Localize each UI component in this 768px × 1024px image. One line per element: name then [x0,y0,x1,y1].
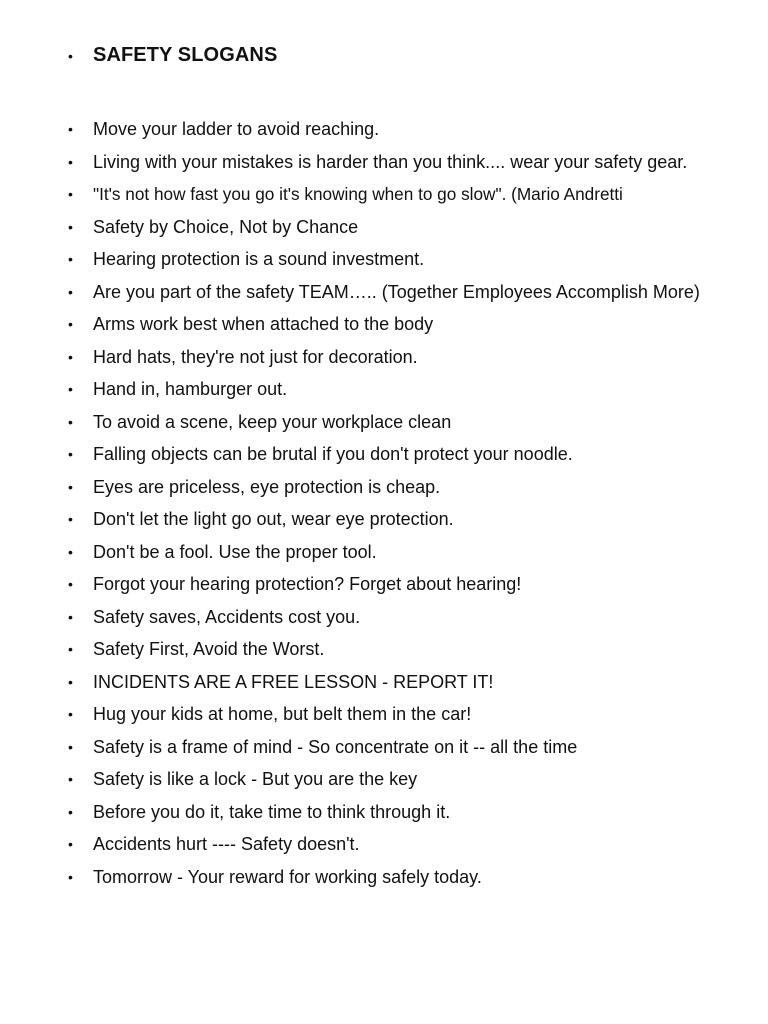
list-item-text: Safety First, Avoid the Worst. [93,639,325,659]
list-item-text: Tomorrow - Your reward for working safely today. [93,866,482,887]
list-item [68,471,708,504]
bullet-icon: • [68,706,73,722]
slogan-list [68,113,708,893]
bullet-icon: • [68,316,73,332]
bullet-icon: • [68,153,73,170]
list-item-text: INCIDENTS ARE A FREE LESSON - REPORT IT! [93,671,494,692]
list-item-text: Safety by Choice, Not by Chance [93,216,359,237]
list-item-text: Move your ladder to avoid reaching. [93,119,380,139]
list-item-text: "It's not how fast you go it's knowing when to go slow". (Mario Andretti [93,184,623,204]
list-item-text: Are you part of the safety TEAM….. (Together Employees Accomplish More) [93,281,700,302]
bullet-icon: • [68,48,73,64]
bullet-icon: • [68,803,73,820]
list-item [68,666,708,699]
list-item-text: Safety is like a lock - But you are the key [93,769,418,789]
bullet-icon: • [68,186,73,202]
bullet-icon: • [68,738,73,755]
bullet-icon: • [68,413,73,430]
list-item [68,763,708,796]
list-item [68,568,708,601]
bullet-icon: • [68,543,73,560]
list-item-text: Arms work best when attached to the body [93,314,434,334]
bullet-icon: • [68,121,73,137]
bullet-icon: • [68,251,73,267]
list-item [68,633,708,666]
list-item-text: Eyes are priceless, eye protection is cheap. [93,476,441,497]
list-item [68,373,708,406]
list-item [68,503,708,536]
bullet-icon: • [68,868,73,885]
list-item [68,113,708,146]
list-item-text: Hard hats, they're not just for decoration. [93,346,418,367]
bullet-icon: • [68,576,73,592]
list-item-text: Safety is a frame of mind - So concentrate on it -- all the time [93,736,578,757]
bullet-icon: • [68,771,73,787]
list-item [68,276,708,309]
bullet-icon: • [68,446,73,462]
bullet-icon: • [68,641,73,657]
list-item-text: Before you do it, take time to think through it. [93,801,451,822]
list-item-text: Accidents hurt ---- Safety doesn't. [93,834,360,854]
list-item [68,341,708,374]
list-item [68,146,708,179]
list-item-text: Safety saves, Accidents cost you. [93,606,361,627]
list-item [68,438,708,471]
list-item-text: Don't let the light go out, wear eye protection. [93,509,454,529]
list-item-text: Living with your mistakes is harder than you think.... wear your safety gear. [93,151,688,172]
list-item-text: Falling objects can be brutal if you don't protect your noodle. [93,444,573,464]
list-item [68,601,708,634]
list-item [68,536,708,569]
list-item-text: Hug your kids at home, but belt them in the car! [93,704,472,724]
list-item [68,731,708,764]
list-item [68,796,708,829]
page-title: SAFETY SLOGANS [93,44,278,66]
bullet-icon: • [68,283,73,300]
list-item [68,243,708,276]
list-item [68,861,708,894]
heading-row [68,44,277,67]
bullet-icon: • [68,218,73,235]
bullet-icon: • [68,673,73,690]
bullet-icon: • [68,381,73,397]
bullet-icon: • [68,511,73,527]
list-item-text: Hearing protection is a sound investment. [93,249,425,269]
list-item [68,211,708,244]
bullet-icon: • [68,478,73,495]
list-item [68,698,708,731]
list-item [68,308,708,341]
bullet-icon: • [68,836,73,852]
list-item [68,178,708,211]
list-item-text: Don't be a fool. Use the proper tool. [93,541,377,562]
bullet-icon: • [68,348,73,365]
bullet-icon: • [68,608,73,625]
list-item-text: Forgot your hearing protection? Forget about hearing! [93,574,522,594]
list-item-text: To avoid a scene, keep your workplace clean [93,411,452,432]
list-item [68,828,708,861]
list-item [68,406,708,439]
list-item-text: Hand in, hamburger out. [93,379,288,399]
